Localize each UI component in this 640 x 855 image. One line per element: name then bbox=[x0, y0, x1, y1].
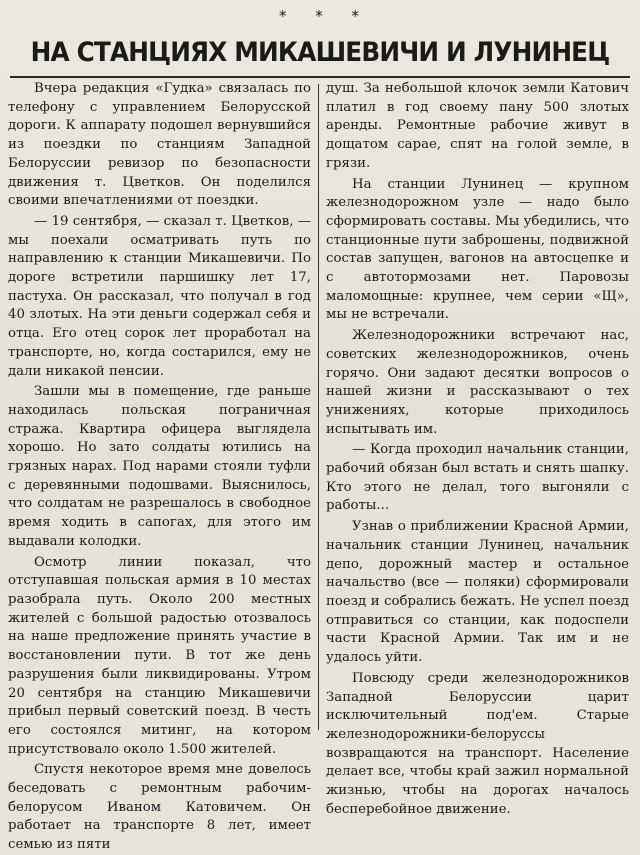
paragraph: — 19 сентября, — сказал т. Цветков, — мы поехали осматривать путь по направлению к станции Микашевичи. По дороге встретили паршишку лет 17, пастуха. Он рассказал, что получал в год 40 злотых. На эти деньги содержал себя и отца. Его отец сорок лет проработал на транспорте, но, когда состарился, ему не дали никакой пенсии. bbox=[8, 213, 311, 379]
right-column bbox=[319, 80, 629, 817]
paragraph: душ. За небольшой клочок земли Катович платил в год своему пану 500 злотых аренды. Ремонтные рабочие живут в дощатом сарае, спят на голой земле, в грязи. bbox=[326, 81, 629, 171]
section-ornament: * * * bbox=[278, 7, 372, 25]
paragraph: Повсюду среди железнодорожников Западной Белоруссии царит исключительный под'ем. Старые железнодорожники-белоруссы возвращаются на транспорт. Население делает все, чтобы край зажил нормальной жизнью, чтобы на дорогах началось бесперебойное движение. bbox=[326, 670, 629, 817]
paragraph: Зашли мы в помещение, где раньше находилась польская пограничная стража. Квартира офицера выглядела хорошо. Но зато солдаты ютились на грязных нарах. Под нарами стояли туфли с деревянными подошвами. Выяснилось, что солдатам не разрешалось в свободное время ходить в сапогах, для этого им выдавали колодки. bbox=[8, 384, 311, 549]
paragraph: Вчера редакция «Гудка» связалась по телефону с управлением Белорусской дороги. К аппарату подошел вернувшийся из поездки по станциям Западной Белоруссии ревизор по безопасности движения т. Цветков. Он поделился своими впечатлениями от поездки. bbox=[8, 81, 311, 209]
paragraph: Железнодорожники встречают нас, советских железнодорожников, очень горячо. Они задают десятки вопросов о нашей жизни и рассказывают о тех унижениях, которые приходилось испытывать им. bbox=[326, 328, 629, 437]
paragraph: Осмотр линии показал, что отступавшая польская армия в 10 местах разобрала путь. Около 200 местных жителей с большой радостью отозвалось на наше предложение принять участие в восстановлении пути. В тот же день разрушения были ликвидированы. Утром 20 сентября на станцию Микашевичи прибыл первый советский поезд. В честь его состоялся митинг, на котором присутствовало около 1.500 жителей. bbox=[8, 554, 311, 757]
article-body bbox=[8, 80, 632, 853]
headline-rule bbox=[10, 76, 630, 78]
paragraph: — Когда проходил начальник станции, рабочий обязан был встать и снять шапку. Кто этого не делал, того выгоняли с работы... bbox=[326, 442, 629, 514]
paragraph: Узнав о приближении Красной Армии, начальник станции Лунинец, начальник депо, дорожный мастер и остальное начальство (все — поляки) сформировали поезд и собрались бежать. Не успел поезд отправиться со станции, как подоспели части Красной Армии. Так им и не удалось уйти. bbox=[326, 519, 629, 666]
paragraph: Спустя некоторое время мне довелось беседовать с ремонтным рабочим-белорусом Иваном Катовичем. Он работает на транспорте 8 лет, имеет семью из пяти bbox=[8, 762, 311, 853]
left-column bbox=[8, 80, 318, 853]
paragraph: На станции Лунинец — крупном железнодорожном узле — надо было сформировать составы. Мы убедились, что станционные пути заброшены, подвижной состав запущен, вагонов на автосцепке и с автотормозами нет. Паровозы маломощные: крупнее, чем серии «Щ», мы не встречали. bbox=[326, 176, 629, 323]
article-headline: НА СТАНЦИЯХ МИКАШЕВИЧИ И ЛУНИНЕЦ bbox=[30, 37, 610, 68]
